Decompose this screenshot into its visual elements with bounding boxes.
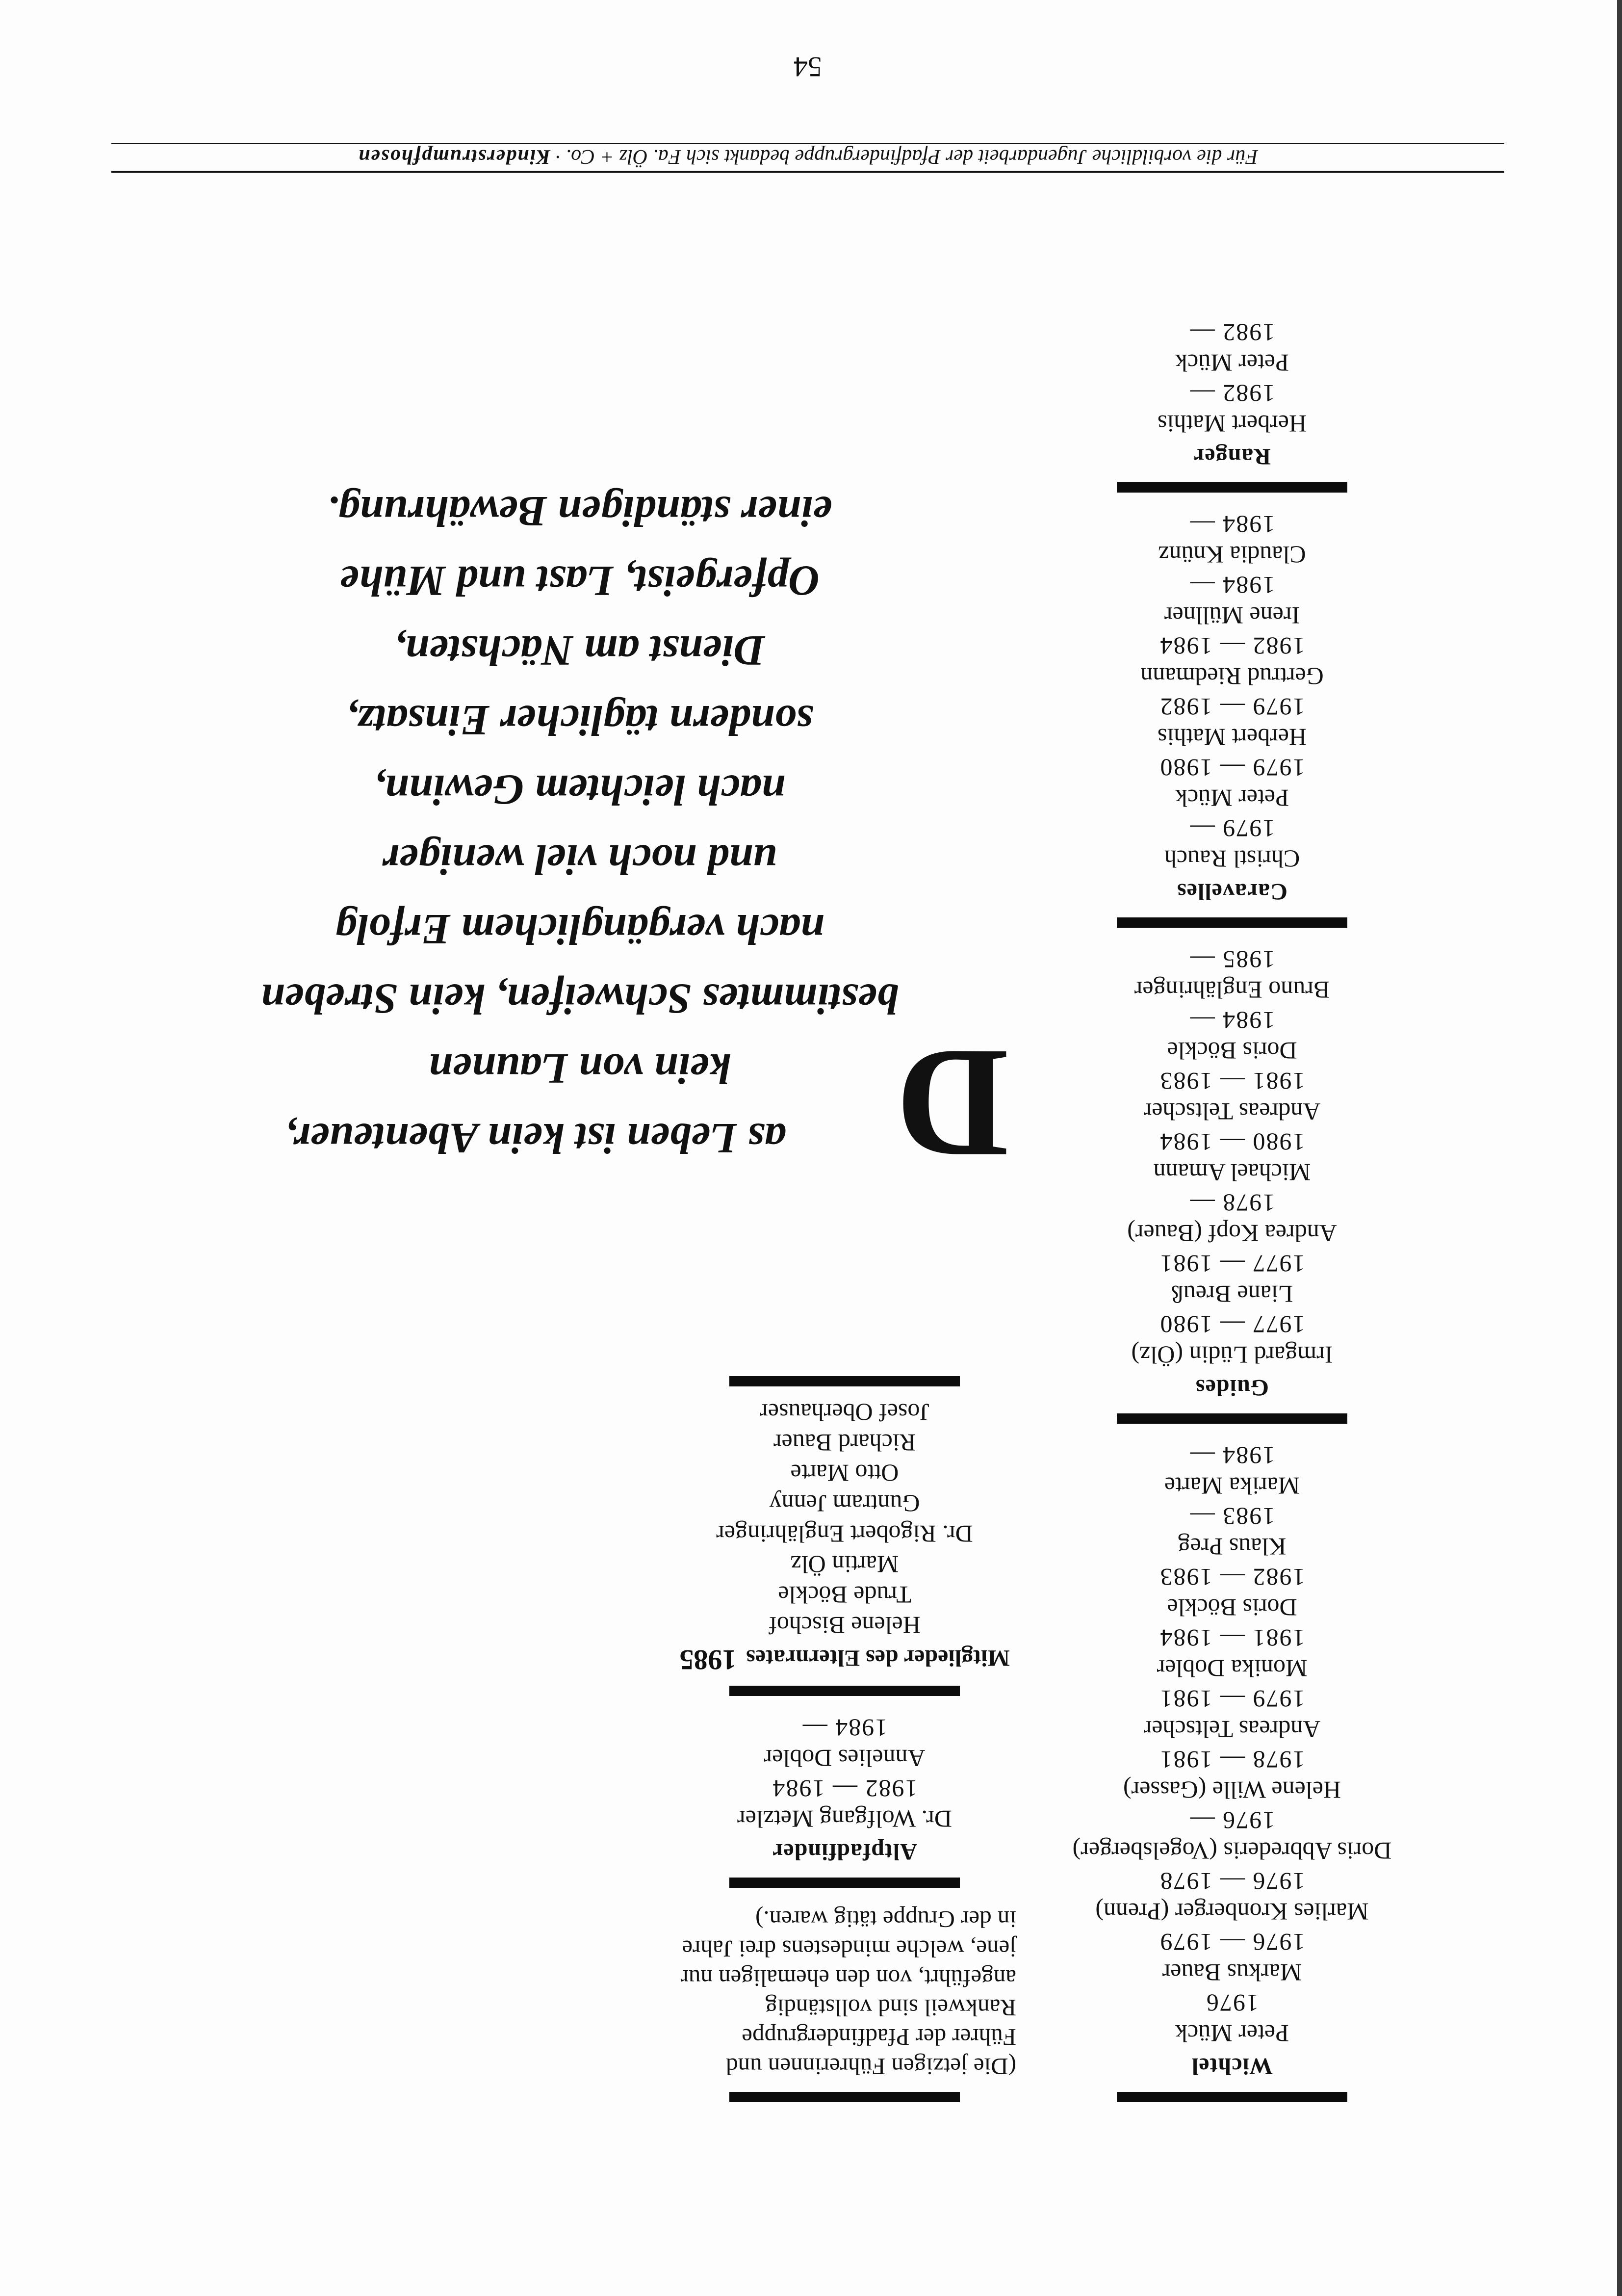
member-name: Richard Bauer [773, 1429, 916, 1457]
quote-line: und noch viel weniger [382, 835, 777, 883]
section-bar [1117, 482, 1347, 493]
roster-column [1065, 301, 1399, 2102]
quote-block [155, 476, 1009, 1191]
group-title: Ranger [1193, 444, 1271, 470]
quote-line: Dienst am Nächsten, [394, 626, 765, 674]
service-years: 1977 — 1981 [1159, 1250, 1305, 1278]
person-name: Marlies Kronberger (Prenn) [1095, 1898, 1369, 1926]
person-name: Claudia Knünz [1158, 541, 1306, 569]
member-name: Dr. Rigobert Englähringer [716, 1520, 973, 1548]
person-name: Doris Böckle [1167, 1594, 1297, 1621]
group-title: Caravelles [1177, 879, 1287, 905]
quote-line: nach vergänglichem Erfolg [335, 905, 824, 953]
section-note [653, 1905, 1036, 2102]
elternrat-title-text: Mitglieder des Elternrates [746, 1645, 1010, 1671]
elternrat-year: 1985 [679, 1644, 737, 1676]
elternrat-title [653, 1643, 1036, 1675]
member-name: Helene Bischof [769, 1612, 921, 1639]
person-name: Peter Mück [1175, 784, 1289, 812]
footer-sponsor: Kinderstrumpfhosen [358, 145, 551, 168]
quote-line: Opfergeist, Last und Mühe [340, 557, 820, 604]
person-name: Herbert Mathis [1157, 410, 1307, 438]
sponsor-footer [111, 144, 1504, 169]
service-years: 1976 — 1979 [1159, 1929, 1305, 1956]
section-bar [1117, 2092, 1347, 2102]
person-name: Marika Marte [1164, 1472, 1300, 1500]
info-column [653, 1359, 1036, 2102]
service-years: 1979 — 1982 [1159, 693, 1305, 721]
section-bar [1117, 917, 1347, 928]
service-years: 1982 — 1984 [1159, 632, 1305, 660]
person-name: Peter Mück [1175, 2020, 1289, 2047]
service-years: 1984 — [1189, 1442, 1275, 1469]
person-name: Dr. Wolfgang Metzler [737, 1805, 952, 1833]
person-name: Peter Mück [1175, 349, 1289, 377]
person-name: Irene Müllner [1164, 602, 1300, 629]
person-name: Markus Bauer [1162, 1959, 1302, 1986]
person-name: Christl Rauch [1164, 845, 1300, 873]
person-name: Annelies Dobler [764, 1745, 926, 1772]
footer-rule-bottom [111, 143, 1504, 144]
service-years: 1985 — [1189, 946, 1275, 973]
footer-rule-top [111, 171, 1504, 173]
service-years: 1976 — 1978 [1159, 1868, 1305, 1895]
person-name: Monika Dobler [1157, 1655, 1308, 1682]
quote-line: sondern täglicher Einsatz, [346, 696, 813, 744]
service-years: 1982 — 1983 [1159, 1564, 1305, 1591]
service-years: 1983 — [1189, 1503, 1275, 1530]
person-name: Andreas Teltscher [1143, 1098, 1321, 1125]
section-elternrat [653, 1376, 1036, 1696]
service-years: 1976 — [1189, 1807, 1275, 1834]
quote-line: einer ständigen Bewährung. [327, 487, 832, 535]
service-years: 1980 — 1984 [1159, 1128, 1305, 1156]
service-years: 1982 — 1984 [772, 1775, 918, 1802]
person-name: Doris Böckle [1167, 1037, 1297, 1065]
service-years: 1976 [1206, 1989, 1259, 2017]
section-ranger [1065, 317, 1399, 493]
quote-line: nach leichtem Gewinn, [374, 766, 786, 813]
person-name: Klaus Preg [1178, 1533, 1287, 1561]
person-name: Irmgard Lüdin (Ölz) [1131, 1341, 1333, 1369]
person-name: Helene Wille (Gasser) [1123, 1776, 1341, 1804]
person-name: Gertrud Riedmann [1140, 663, 1324, 690]
service-years: 1979 — 1980 [1159, 754, 1305, 782]
service-years: 1984 — [801, 1714, 888, 1742]
group-title: Altpfadfinder [772, 1839, 917, 1865]
leaders-note: (Die jetzigen Führerinnen und Führer der Pfadfindergruppe Rankweil sind vollständig angeführt, von den ehemaligen nur jene, welche mindestens drei Jahre in der Gruppe tätig waren.) [680, 1906, 1016, 2080]
section-caravelles [1065, 509, 1399, 928]
service-years: 1984 — [1189, 572, 1275, 599]
service-years: 1979 — 1981 [1159, 1685, 1305, 1713]
quote-lines [155, 476, 1004, 1173]
service-years: 1978 — 1981 [1159, 1746, 1305, 1774]
person-name: Michael Amann [1153, 1159, 1311, 1186]
person-name: Andreas Teltscher [1143, 1716, 1321, 1743]
section-bar [1117, 1413, 1347, 1424]
scan-edge [1617, 0, 1622, 2296]
section-guides [1065, 944, 1399, 1424]
person-name: Herbert Mathis [1157, 724, 1307, 751]
person-name: Bruno Englähringer [1134, 976, 1330, 1004]
section-bar [729, 1686, 960, 1696]
member-name: Trude Böckle [778, 1581, 911, 1609]
service-years: 1984 — [1189, 511, 1275, 538]
service-years: 1979 — [1189, 815, 1275, 842]
section-bar [729, 1376, 960, 1386]
service-years: 1981 — 1984 [1159, 1624, 1305, 1652]
person-name: Doris Abbrederis (Vogelsberger) [1072, 1837, 1392, 1865]
service-years: 1981 — 1983 [1159, 1068, 1305, 1095]
member-name: Guntram Jenny [769, 1490, 920, 1517]
quote-line: kein von Launen [428, 1044, 731, 1092]
section-bar [729, 1878, 960, 1888]
section-bar [729, 2092, 960, 2102]
group-title: Wichtel [1191, 2053, 1273, 2079]
footer-text: Für die vorbildliche Jugendarbeit der Pfadfindergruppe bedankt sich Fa. Ölz + Co. · [555, 145, 1258, 168]
service-years: 1982 — [1189, 380, 1275, 407]
quote-line: as Leben ist kein Abenteuer, [285, 1114, 786, 1162]
quote-dropcap: D [895, 1017, 1009, 1191]
service-years: 1982 — [1189, 319, 1275, 346]
member-name: Otto Marte [790, 1460, 899, 1487]
service-years: 1984 — [1189, 1007, 1275, 1034]
service-years: 1977 — 1980 [1159, 1311, 1305, 1338]
section-altpfadfinder [653, 1713, 1036, 1888]
page-number: 54 [794, 51, 822, 83]
person-name: Liane Breuß [1171, 1280, 1293, 1308]
quote-line: bestimmtes Schweifen, kein Streben [260, 975, 899, 1022]
person-name: Andrea Kopf (Bauer) [1127, 1220, 1337, 1247]
member-name: Josef Oberhauser [760, 1399, 929, 1426]
section-wichtel [1065, 1440, 1399, 2102]
group-title: Guides [1195, 1375, 1269, 1401]
service-years: 1978 — [1189, 1189, 1275, 1217]
member-name: Martin Ölz [790, 1551, 899, 1578]
